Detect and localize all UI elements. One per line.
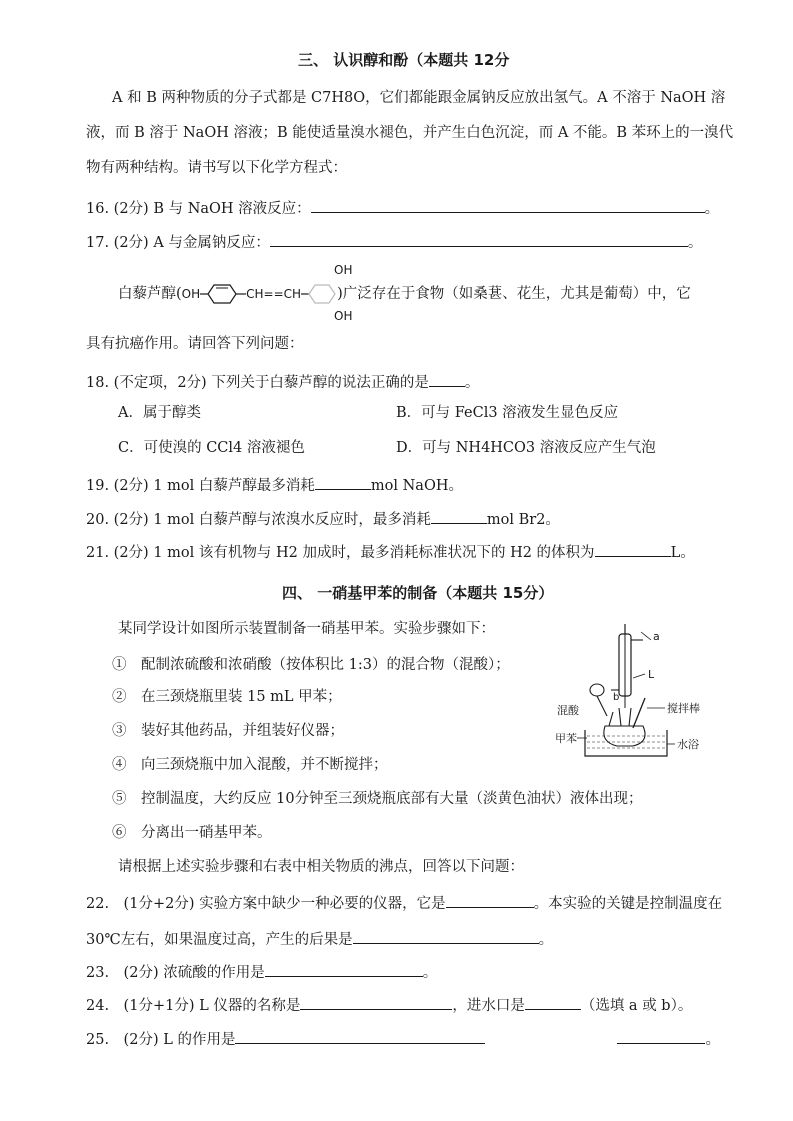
- label-b: b: [613, 692, 620, 703]
- question-24-end: （选填 a 或 b）。: [580, 998, 693, 1014]
- question-16: 16. (2分) B 与 NaOH 溶液反应： 。: [86, 196, 719, 219]
- question-21-text: 21. (2分) 1 mol 该有机物与 H2 加成时，最多消耗标准状况下的 H2 的体积为: [86, 545, 595, 561]
- label-mixed-acid: 混酸: [557, 704, 579, 717]
- question-18-text: 18. (不定项，2分) 下列关于白藜芦醇的说法正确的是: [86, 375, 429, 391]
- section3-intro-line1: A 和 B 两种物质的分子式都是 C7H8O，它们都能跟金属钠反应放出氢气。A 不溶于 NaOH 溶: [112, 90, 726, 106]
- question-18: [86, 370, 479, 393]
- question-21: [86, 540, 695, 563]
- resveratrol-oh-top: OH: [334, 263, 353, 277]
- section3-intro-line3: 物有两种结构。请书写以下化学方程式：: [86, 160, 347, 176]
- section4-intro: 某同学设计如图所示装置制备一硝基甲苯。实验步骤如下：: [118, 621, 495, 637]
- benzene-ring-icon: [200, 282, 246, 306]
- step-2: ② 在三颈烧瓶里装 15 mL 甲苯；: [112, 689, 342, 705]
- question-22-answer-blank-1[interactable]: [446, 891, 534, 908]
- step-4: ④ 向三颈烧瓶中加入混酸，并不断搅拌；: [112, 757, 388, 773]
- dropping-funnel-icon: [590, 684, 604, 696]
- question-17-answer-blank[interactable]: [270, 230, 688, 247]
- stirrer-icon: [633, 698, 645, 728]
- question-23-end: 。: [422, 965, 438, 981]
- question-24-answer-blank-1[interactable]: [300, 993, 452, 1010]
- question-22-text-2: 。本实验的关键是控制温度在: [533, 896, 723, 912]
- question-23-text: 23. (2分) 浓硫酸的作用是: [86, 965, 265, 981]
- question-19-text: 19. (2分) 1 mol 白藜芦醇最多消耗: [86, 478, 315, 494]
- label-water-bath: 水浴: [677, 738, 699, 751]
- question-16-text: 16. (2分) B 与 NaOH 溶液反应：: [86, 201, 311, 217]
- question-21-answer-blank[interactable]: [595, 540, 671, 557]
- question-20-text: 20. (2分) 1 mol 白藜芦醇与浓溴水反应时，最多消耗: [86, 512, 431, 528]
- step-5: ⑤ 控制温度，大约反应 10分钟至三颈烧瓶底部有大量（淡黄色油状）液体出现；: [112, 791, 643, 807]
- step-1: ① 配制浓硫酸和浓硝酸（按体积比 1:3）的混合物（混酸）；: [112, 657, 510, 673]
- step-6: ⑥ 分离出一硝基甲苯。: [112, 825, 272, 841]
- question-19-answer-blank[interactable]: [315, 473, 371, 490]
- resveratrol-line2: 具有抗癌作用。请回答下列问题：: [86, 336, 304, 352]
- question-16-answer-blank[interactable]: [311, 196, 705, 213]
- question-24: [86, 993, 692, 1016]
- question-22-text-3: 30℃左右，如果温度过高，产生的后果是: [86, 932, 353, 948]
- question-18-end: 。: [464, 375, 480, 391]
- question-24-text-2: ，进水口是: [452, 998, 525, 1014]
- question-20-answer-blank[interactable]: [431, 507, 487, 524]
- resveratrol-structure: [182, 282, 337, 306]
- resveratrol-intro: [118, 282, 691, 306]
- question-17-text: 17. (2分) A 与金属钠反应：: [86, 235, 270, 251]
- resveratrol-oh-bottom: OH: [334, 309, 353, 323]
- label-stirrer: 搅拌棒: [667, 702, 700, 715]
- question-25-answer-blank-2[interactable]: [617, 1027, 705, 1044]
- question-22-line2: [86, 927, 553, 950]
- label-l: L: [648, 668, 655, 681]
- question-23: [86, 960, 437, 983]
- benzene-ring-icon: [301, 282, 337, 306]
- water-bath-icon: [585, 730, 667, 756]
- question-17: 17. (2分) A 与金属钠反应： 。: [86, 230, 702, 253]
- question-25-answer-blank-1[interactable]: [235, 1027, 485, 1044]
- question-20-unit: mol Br2。: [486, 512, 560, 528]
- question-19-unit: mol NaOH。: [370, 478, 463, 494]
- section3-intro-line2: 液，而 B 溶于 NaOH 溶液；B 能使适量溴水褪色，并产生白色沉淀，而 A 不能。B 苯环上的一溴代: [86, 125, 734, 141]
- question-19: [86, 473, 463, 496]
- question-22-text: 22. (1分+2分) 实验方案中缺少一种必要的仪器，它是: [86, 896, 446, 912]
- question-18-answer-blank[interactable]: [429, 370, 465, 387]
- section4-title: 四、 一硝基甲苯的制备（本题共 15分）: [282, 584, 554, 602]
- section3-title: 三、 认识醇和酚（本题共 12分: [298, 51, 510, 69]
- question-22: [86, 891, 722, 914]
- option-d[interactable]: D．可与 NH4HCO3 溶液反应产生气泡: [396, 440, 656, 456]
- instruction: 请根据上述实验步骤和右表中相关物质的沸点，回答以下问题：: [118, 859, 524, 875]
- question-21-unit: L。: [670, 545, 695, 561]
- resveratrol-prefix: 白藜芦醇(: [118, 286, 182, 302]
- option-b[interactable]: B．可与 FeCl3 溶液发生显色反应: [396, 405, 619, 421]
- label-a: a: [653, 630, 660, 643]
- question-24-text: 24. (1分+1分) L 仪器的名称是: [86, 998, 301, 1014]
- step-3: ③ 装好其他药品，并组装好仪器；: [112, 723, 344, 739]
- resveratrol-chain: CH==CH: [246, 287, 302, 301]
- question-25-end: 。: [705, 1032, 720, 1048]
- question-23-answer-blank[interactable]: [265, 960, 423, 977]
- option-c[interactable]: C．可使溴的 CCl4 溶液褪色: [118, 440, 305, 456]
- question-24-answer-blank-2[interactable]: [525, 993, 581, 1010]
- resveratrol-suffix: )广泛存在于食物（如桑葚、花生，尤其是葡萄）中，它: [337, 286, 691, 302]
- question-22-end: 。: [538, 932, 554, 948]
- option-a[interactable]: A．属于醇类: [118, 405, 201, 421]
- question-25: [86, 1027, 720, 1050]
- question-22-answer-blank-2[interactable]: [353, 927, 539, 944]
- label-toluene: 甲苯: [555, 732, 577, 745]
- question-25-text: 25. (2分) L 的作用是: [86, 1032, 236, 1048]
- resveratrol-oh-left: OH: [181, 287, 201, 301]
- apparatus-diagram: [555, 618, 715, 768]
- question-20: [86, 507, 560, 530]
